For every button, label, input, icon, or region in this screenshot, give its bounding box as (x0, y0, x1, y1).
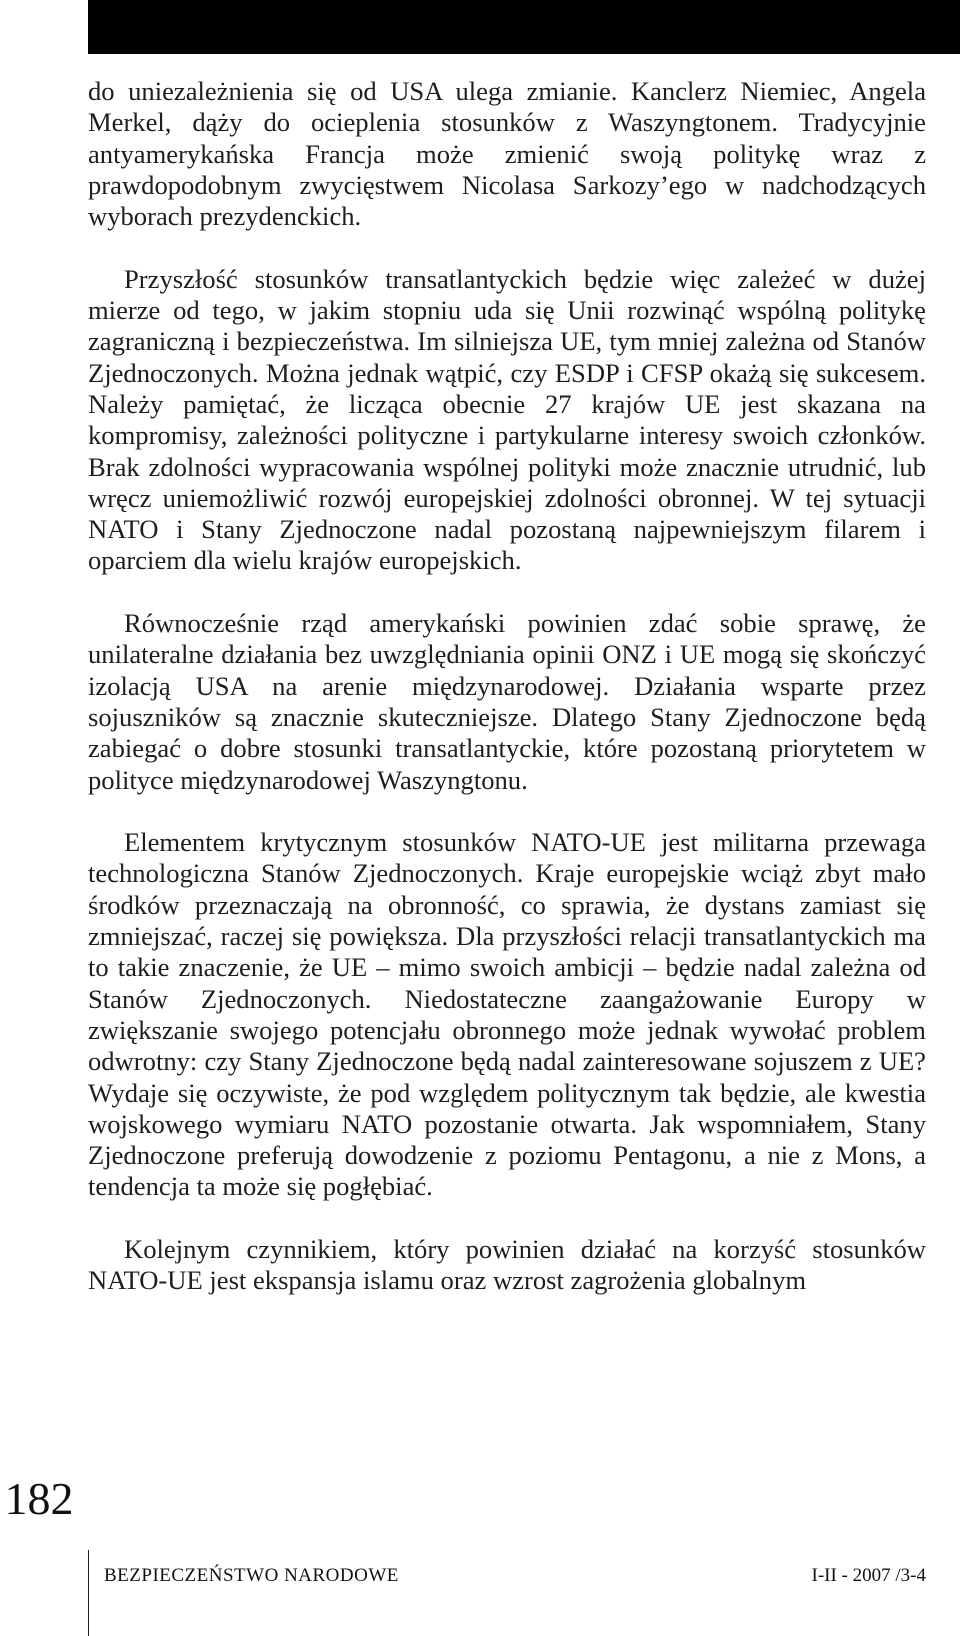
page-number: 182 (4, 1473, 74, 1524)
footer-journal-title: BEZPIECZEŃSTWO NARODOWE (104, 1565, 399, 1586)
header-bar (88, 0, 960, 54)
footer-divider (88, 1550, 89, 1636)
article-body (88, 76, 926, 1297)
paragraph-2: Przyszłość stosunków transatlantyckich będzie więc zależeć w dużej mierze od tego, w jakim stopniu uda się Unii rozwinąć wspólną politykę zagraniczną i bezpieczeństwa. Im silniejsza UE, tym mniej zależna od Stanów Zjednoczonych. Można jednak wątpić, czy ESDP i CFSP okażą się sukcesem. Należy pamiętać, że licząca obecnie 27 krajów UE jest skazana na kompromisy, zależności polityczne i partykularne interesy swoich członków. Brak zdolności wypracowania wspólnej polityki może znacznie utrudnić, lub wręcz uniemożliwić rozwój europejskiej zdolności obronnej. W tej sytuacji NATO i Stany Zjednoczone nadal pozostaną najpewniejszym filarem i oparciem dla wielu krajów europejskich. (88, 263, 926, 576)
footer-issue-number: I-II - 2007 /3-4 (811, 1565, 926, 1586)
paragraph-4: Elementem krytycznym stosunków NATO-UE jest militarna przewaga technologiczna Stanów Zjednoczonych. Kraje europejskie wciąż zbyt mało środków przeznaczają na obronność, co sprawia, że dystans zamiast się zmniejszać, raczej się powiększa. Dla przyszłości relacji transatlantyckich ma to takie znaczenie, że UE – mimo swoich ambicji – będzie nadal zależna od Stanów Zjednoczonych. Niedostateczne zaangażowanie Europy w zwiększanie swojego potencjału obronnego może jednak wywołać problem odwrotny: czy Stany Zjednoczone będą nadal zainteresowane sojuszem z UE? Wydaje się oczywiste, że pod względem politycznym tak będzie, ale kwestia wojskowego wymiaru NATO pozostanie otwarta. Jak wspomniałem, Stany Zjednoczone preferują dowodzenie z poziomu Pentagonu, a nie z Mons, a tendencja ta może się pogłębiać. (88, 827, 926, 1202)
paragraph-3: Równocześnie rząd amerykański powinien zdać sobie sprawę, że unilateralne działania bez uwzględniania opinii ONZ i UE mogą się skończyć izolacją USA na arenie międzynarodowej. Działania wsparte przez sojuszników są znacznie skuteczniejsze. Dlatego Stany Zjednoczone będą zabiegać o dobre stosunki transatlantyckie, które pozostaną priorytetem w polityce międzynarodowej Waszyngtonu. (88, 608, 926, 795)
paragraph-5: Kolejnym czynnikiem, który powinien działać na korzyść stosunków NATO-UE jest ekspansja islamu oraz wzrost zagrożenia globalnym (88, 1233, 926, 1296)
paragraph-1: do uniezależnienia się od USA ulega zmianie. Kanclerz Niemiec, Angela Merkel, dąży do ocieplenia stosunków z Waszyngtonem. Tradycyjnie antyamerykańska Francja może zmienić swoją politykę wraz z prawdopodobnym zwycięstwem Nicolasa Sarkozy’ego w nadchodzących wyborach prezydenckich. (88, 76, 926, 232)
